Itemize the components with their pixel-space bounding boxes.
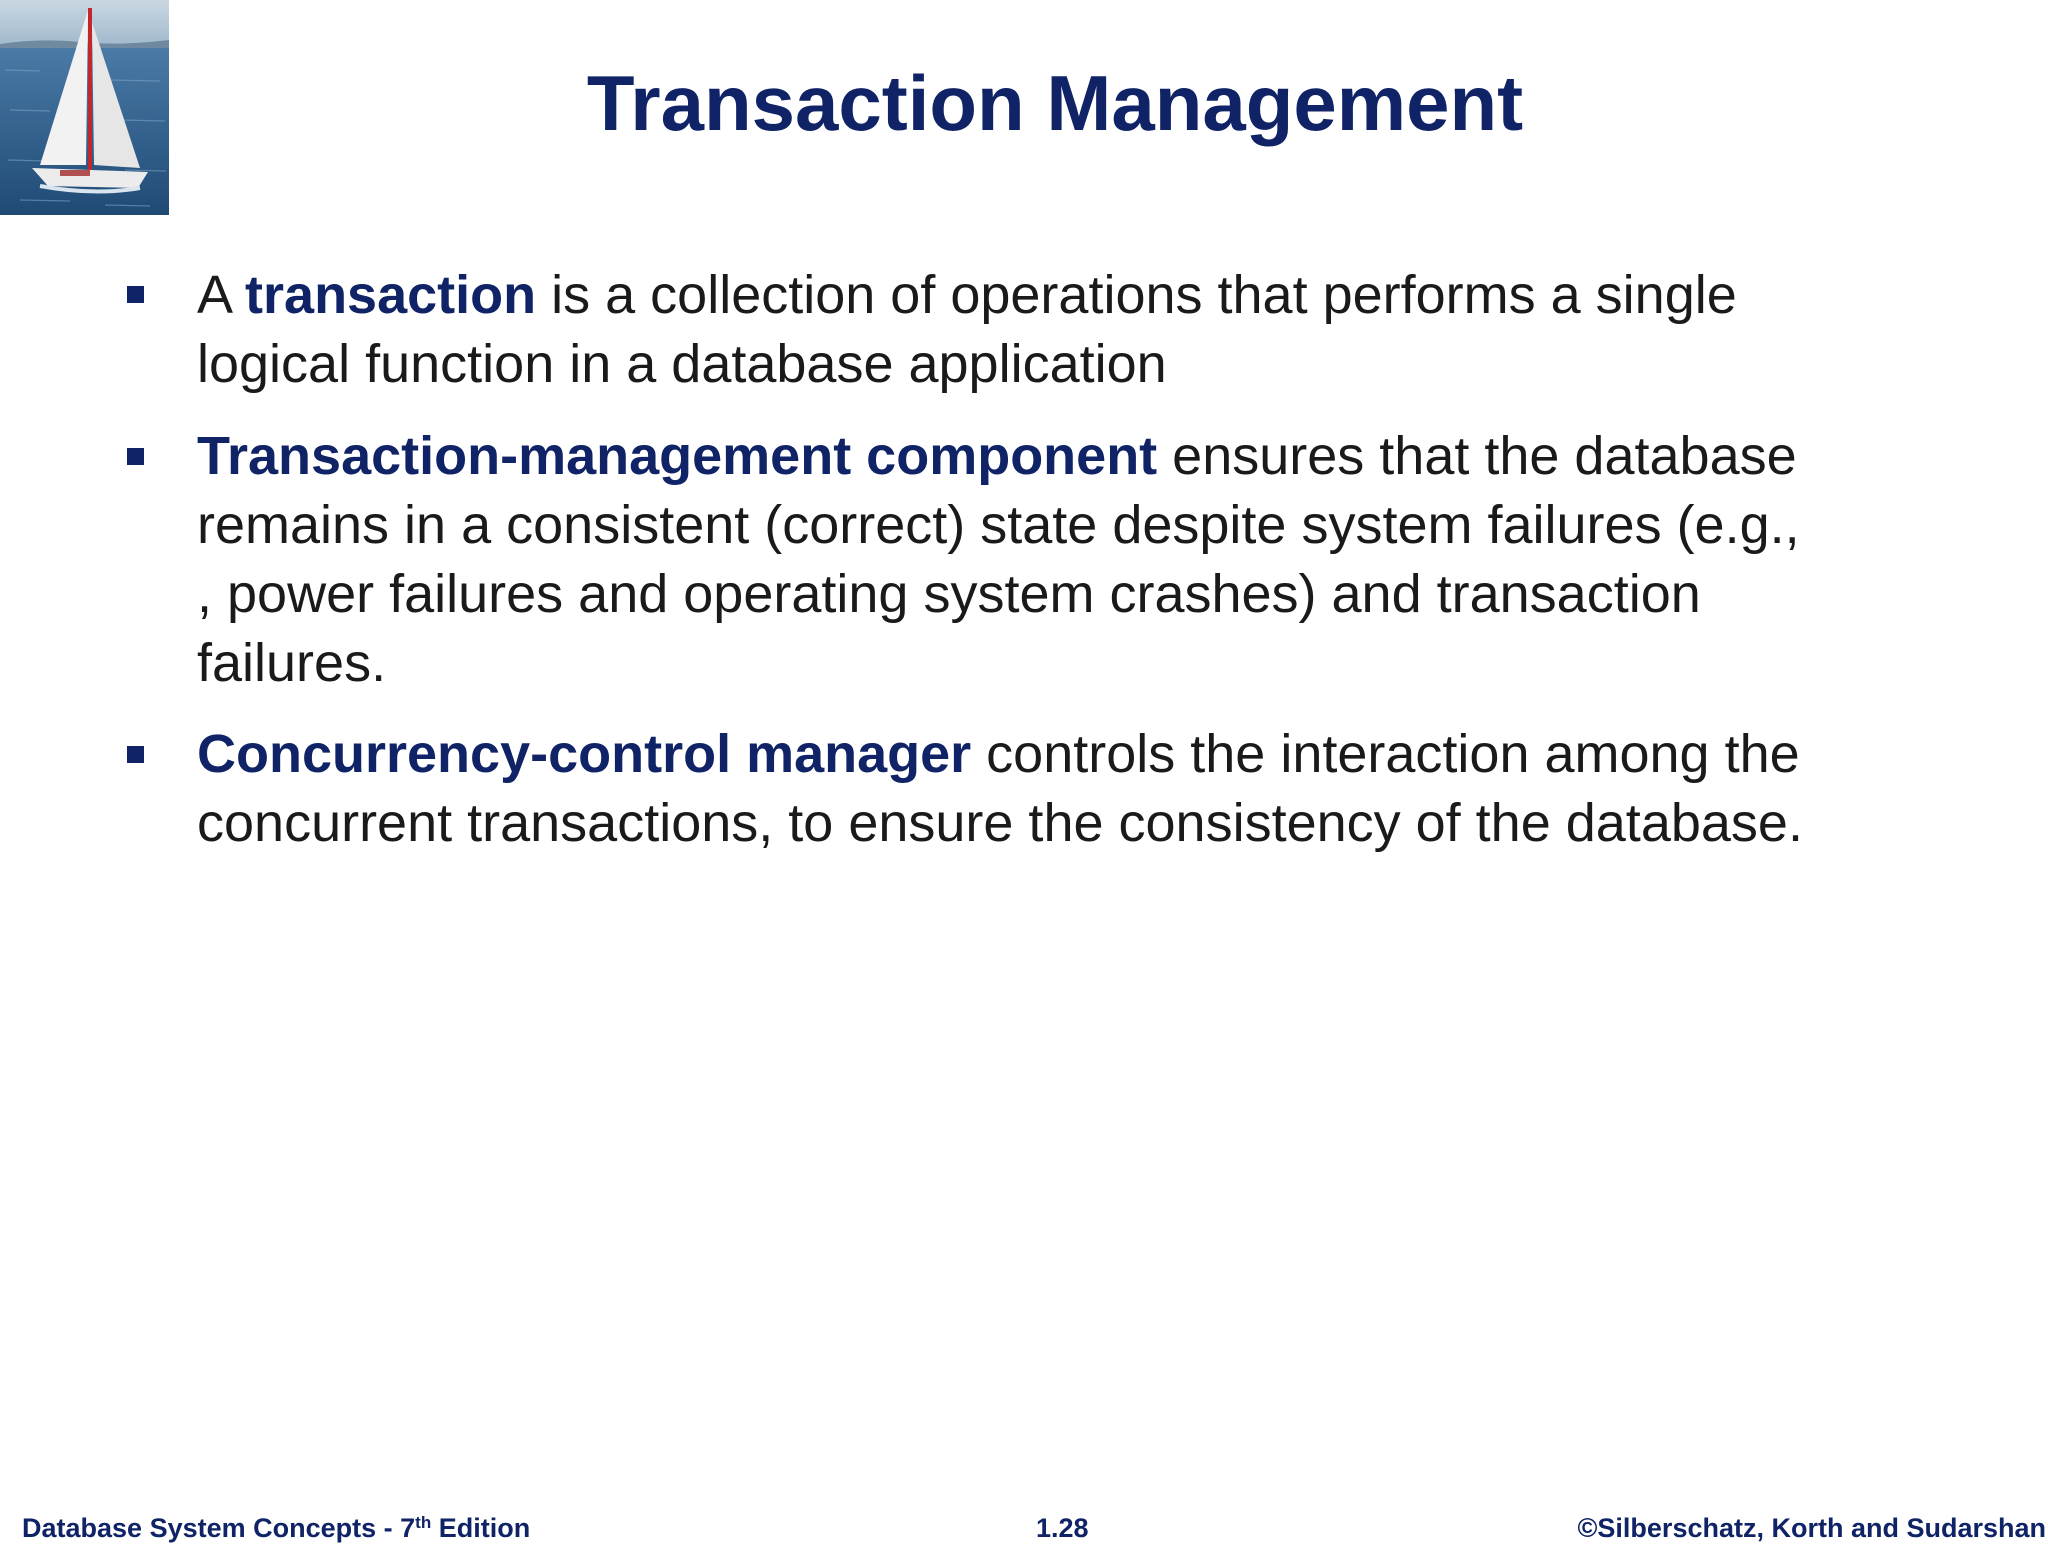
footer-book-title <box>22 1513 530 1544</box>
footer-edition-word: Edition <box>431 1513 531 1543</box>
bullet-line <box>197 261 1937 330</box>
bullet-line: remains in a consistent (correct) state despite system failures (e.g., <box>197 495 1800 555</box>
footer-copyright: ©Silberschatz, Korth and Sudarshan <box>1577 1513 2046 1543</box>
bullet-item-transaction-management <box>197 422 1937 698</box>
footer-page-number: 1.28 <box>1036 1513 1089 1543</box>
bullet-line: concurrent transactions, to ensure the consistency of the database. <box>197 793 1803 853</box>
bullet-prefix: A <box>197 265 246 325</box>
bullet-line <box>197 720 1937 789</box>
bullet-text: controls the interaction among the <box>971 724 1800 784</box>
bullet-item-transaction <box>197 261 1937 399</box>
bullet-line: logical function in a database application <box>197 334 1167 394</box>
bullet-item-concurrency-control <box>197 720 1937 858</box>
bullet-term: transaction <box>245 265 537 325</box>
footer-title-text: Database System Concepts - 7 <box>22 1513 416 1543</box>
bullet-marker-icon <box>127 448 144 465</box>
bullet-marker-icon <box>127 746 144 763</box>
bullet-term: Transaction-management component <box>197 426 1158 486</box>
bullet-line: , power failures and operating system crashes) and transaction <box>197 564 1701 624</box>
bullet-line <box>197 422 1937 491</box>
bullet-line: failures. <box>197 633 387 693</box>
bullet-text: ensures that the database <box>1157 426 1797 486</box>
bullet-marker-icon <box>127 286 144 303</box>
bullet-term: Concurrency-control manager <box>197 724 972 784</box>
slide-title: Transaction Management <box>586 59 1524 147</box>
bullet-text: is a collection of operations that performs a single <box>536 265 1737 325</box>
footer-edition-superscript: th <box>415 1513 432 1532</box>
